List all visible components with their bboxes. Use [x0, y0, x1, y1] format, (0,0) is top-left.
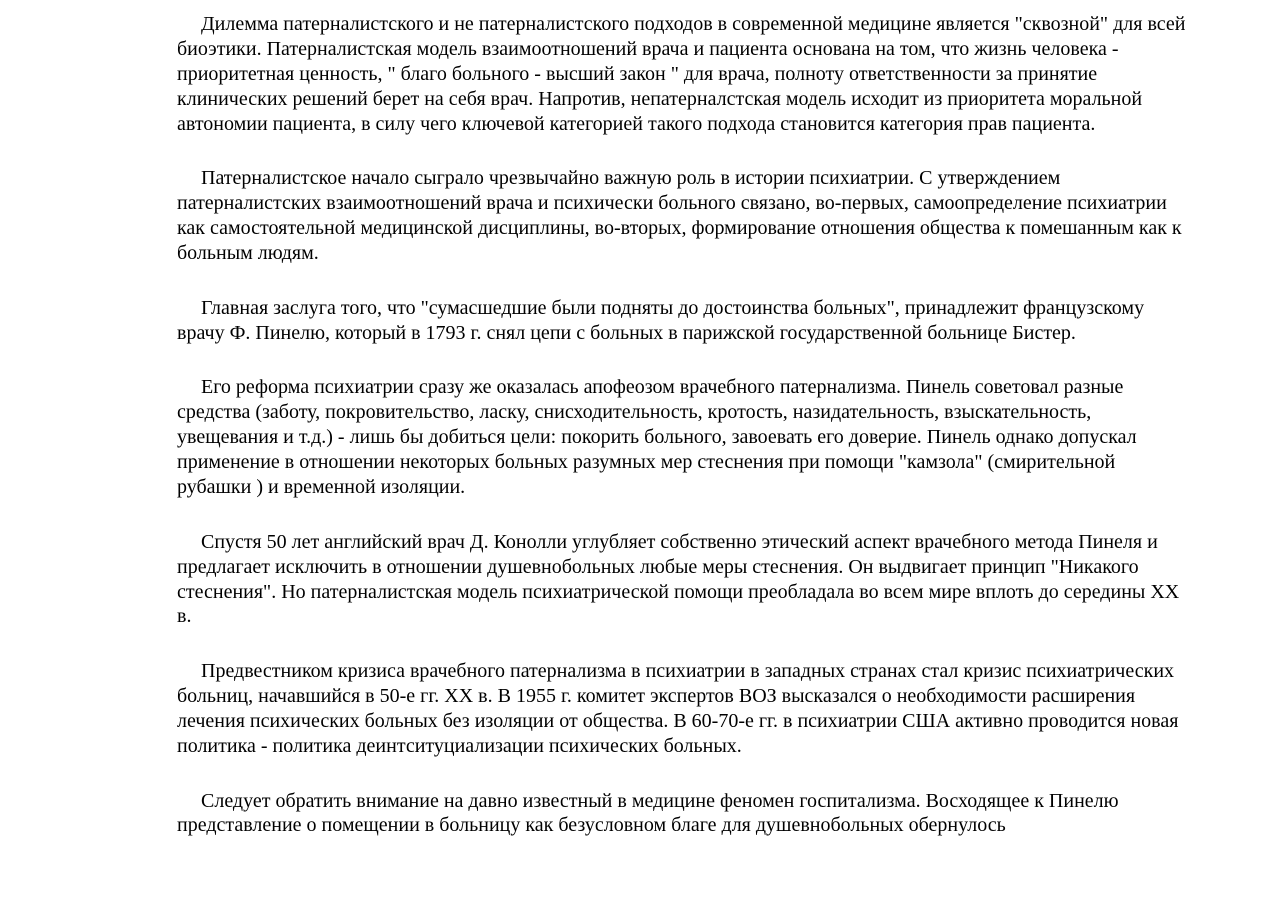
paragraph-pinel: Главная заслуга того, что "сумасшедшие были подняты до достоинства больных", принадлежит французскому врачу Ф. Пинелю, который в 1793 г. снял цепи с больных в парижской государственной больнице Бистер.	[177, 296, 1145, 344]
document-body	[177, 12, 1187, 868]
paragraph-paternalism-history: Патерналистское начало сыграло чрезвычайно важную роль в истории психиатрии. С утверждением патерналистских взаимоотношений врача и психически больного связано, во-первых, самоопределение психиатрии как самостоятельной медицинской дисциплины, во-вторых, формирование отношения общества к помешанным как к больным людям.	[177, 167, 1182, 265]
paragraph-conolly: Спустя 50 лет английский врач Д. Конолли углубляет собственно этический аспект врачебного метода Пинеля и предлагает исключить в отношении душевнобольных любые меры стеснения. Он выдвигает принцип "Никакого стеснения". Но патерналистская модель психиатрической помощи преобладала во всем мире вплоть до середины XX в.	[177, 530, 1180, 628]
paragraph-dilemma: Дилемма патерналистского и не патерналистского подходов в современной медицине является "сквозной" для всей биоэтики. Патерналистская модель взаимоотношений врача и пациента основана на том, что жизнь человека - приоритетная ценность, " благо больного - высший закон " для врача, полноту ответственности за принятие клинических решений берет на себя врач. Напротив, непатерналстская модель исходит из приоритета моральной автономии пациента, в силу чего ключевой категорией такого подхода становится категория прав пациента.	[177, 13, 1186, 135]
paragraph-hospitalism: Следует обратить внимание на давно известный в медицине феномен госпитализма. Восходящее к Пинелю представление о помещении в больницу как безусловном благе для душевнобольных обернулось	[177, 789, 1119, 837]
paragraph-pinel-reform: Его реформа психиатрии сразу же оказалась апофеозом врачебного патернализма. Пинель советовал разные средства (заботу, покровительство, ласку, снисходительность, кротость, назидательность, взыскательность, увещевания и т.д.) - лишь бы добиться цели: покорить больного, завоевать его доверие. Пинель однако допускал применение в отношении некоторых больных разумных мер стеснения при помощи "камзола" (смирительной рубашки ) и временной изоляции.	[177, 376, 1137, 498]
paragraph-crisis: Предвестником кризиса врачебного патернализма в психиатрии в западных странах стал кризис психиатрических больниц, начавшийся в 50-е гг. XX в. В 1955 г. комитет экспертов ВОЗ высказался о необходимости расширения лечения психических больных без изоляции от общества. В 60-70-е гг. в психиатрии США активно проводится новая политика - политика деинтситуциализации психических больных.	[177, 660, 1179, 757]
